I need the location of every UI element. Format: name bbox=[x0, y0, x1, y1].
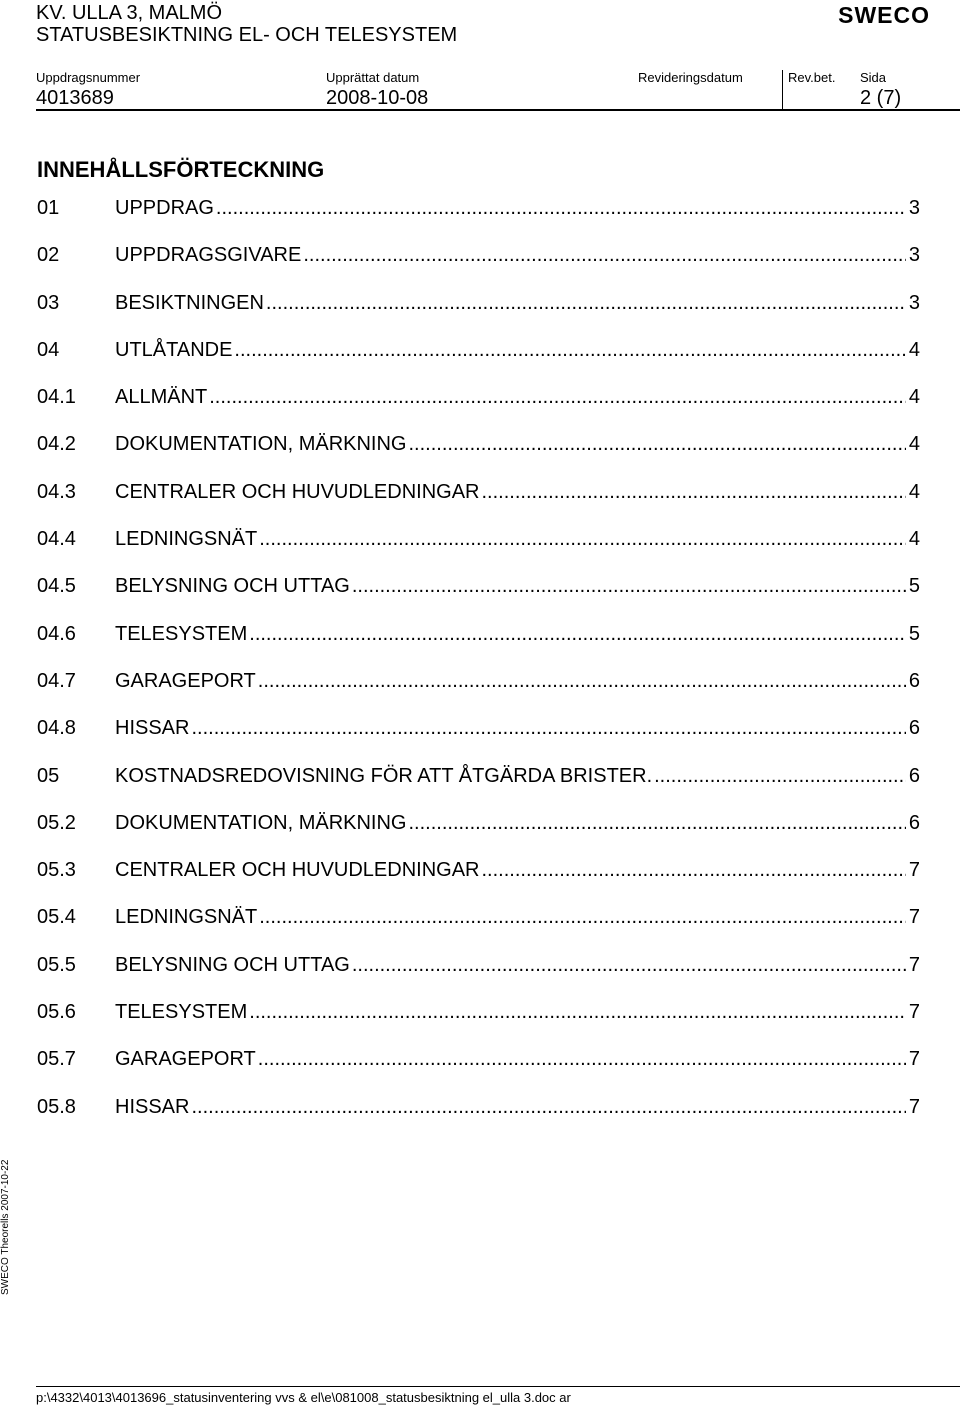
toc-entry[interactable] bbox=[37, 1001, 920, 1048]
toc-dot-leader bbox=[654, 765, 906, 787]
toc-dot-leader bbox=[209, 386, 906, 408]
toc-entry-number: 05.4 bbox=[37, 906, 76, 929]
toc-dot-leader bbox=[482, 859, 907, 881]
toc-dot-leader bbox=[258, 670, 906, 692]
toc-dot-leader bbox=[191, 1096, 906, 1118]
created-date-label: Upprättat datum bbox=[326, 70, 420, 85]
toc-entry-number: 05.7 bbox=[37, 1048, 76, 1071]
toc-entry-number: 05.2 bbox=[37, 811, 76, 834]
toc-entry-page: 3 bbox=[908, 291, 920, 314]
toc-entry-page: 4 bbox=[908, 480, 920, 503]
project-title: KV. ULLA 3, MALMÖ bbox=[36, 2, 223, 24]
toc-dot-leader bbox=[408, 433, 906, 455]
toc-entry-title: CENTRALER OCH HUVUDLEDNINGAR bbox=[115, 859, 480, 882]
toc-dot-leader bbox=[234, 339, 906, 361]
toc-entry-number: 04 bbox=[37, 338, 60, 361]
revised-by-label: Rev.bet. bbox=[788, 70, 836, 85]
toc-entry-number: 05.5 bbox=[37, 953, 76, 976]
toc-entry[interactable] bbox=[37, 339, 920, 386]
toc-entry-page: 7 bbox=[908, 1048, 920, 1071]
toc-entry[interactable] bbox=[37, 528, 920, 575]
toc-entry-number: 04.6 bbox=[37, 622, 76, 645]
toc-entry-page: 5 bbox=[908, 622, 920, 645]
toc-entry[interactable] bbox=[37, 906, 920, 953]
toc-entry[interactable] bbox=[37, 670, 920, 717]
toc-entry-number: 04.5 bbox=[37, 575, 76, 598]
toc-entry-title: LEDNINGSNÄT bbox=[115, 528, 258, 551]
toc-dot-leader bbox=[482, 481, 907, 503]
toc-entry-page: 4 bbox=[908, 386, 920, 409]
toc-dot-leader bbox=[303, 244, 906, 266]
toc-entry-title: UPPDRAGSGIVARE bbox=[115, 244, 302, 267]
page-label: Sida bbox=[860, 70, 887, 85]
toc-entry-number: 04.7 bbox=[37, 669, 76, 692]
template-side-text: SWECO Theorells 2007-10-22 bbox=[0, 1159, 11, 1295]
toc-entry-page: 4 bbox=[908, 528, 920, 551]
toc-dot-leader bbox=[249, 623, 906, 645]
toc-entry-number: 05 bbox=[37, 764, 60, 787]
toc-dot-leader bbox=[259, 528, 906, 550]
toc-entry[interactable] bbox=[37, 1048, 920, 1095]
toc-entry-number: 04.4 bbox=[37, 528, 76, 551]
toc-entry-title: KOSTNADSREDOVISNING FÖR ATT ÅTGÄRDA BRISTER. bbox=[115, 764, 653, 787]
header-divider bbox=[36, 109, 960, 111]
toc-dot-leader bbox=[216, 197, 906, 219]
toc-entry-page: 6 bbox=[908, 764, 920, 787]
toc-entry-number: 01 bbox=[37, 197, 60, 219]
toc-entry-page: 4 bbox=[908, 338, 920, 361]
toc-entry-page: 3 bbox=[908, 197, 920, 219]
toc-dot-leader bbox=[408, 812, 906, 834]
toc-entry-title: HISSAR bbox=[115, 717, 190, 740]
table-of-contents bbox=[37, 197, 920, 1143]
toc-entry-page: 6 bbox=[908, 717, 920, 740]
toc-entry-title: CENTRALER OCH HUVUDLEDNINGAR bbox=[115, 480, 480, 503]
toc-entry-page: 7 bbox=[908, 1095, 920, 1118]
toc-entry-title: UPPDRAG bbox=[115, 197, 214, 219]
toc-title: INNEHÅLLSFÖRTECKNING bbox=[37, 157, 325, 182]
file-path-footer: p:\4332\4013\4013696_statusinventering vvs & el\e\081008_statusbesiktning el_ulla 3.doc ar bbox=[36, 1390, 571, 1405]
toc-entry-page: 3 bbox=[908, 244, 920, 267]
toc-entry-page: 4 bbox=[908, 433, 920, 456]
created-date: 2008-10-08 bbox=[326, 87, 429, 109]
toc-dot-leader bbox=[258, 1048, 906, 1070]
toc-entry-title: DOKUMENTATION, MÄRKNING bbox=[115, 811, 407, 834]
toc-entry-page: 7 bbox=[908, 1001, 920, 1024]
toc-entry-title: ALLMÄNT bbox=[115, 386, 208, 409]
toc-dot-leader bbox=[249, 1001, 906, 1023]
toc-entry[interactable] bbox=[37, 859, 920, 906]
toc-entry-number: 03 bbox=[37, 291, 60, 314]
toc-entry-title: DOKUMENTATION, MÄRKNING bbox=[115, 433, 407, 456]
toc-entry-title: GARAGEPORT bbox=[115, 1048, 256, 1071]
toc-entry-title: BELYSNING OCH UTTAG bbox=[115, 953, 350, 976]
toc-entry[interactable] bbox=[37, 812, 920, 859]
toc-dot-leader bbox=[191, 717, 906, 739]
toc-dot-leader bbox=[352, 575, 906, 597]
company-logo: SWECO bbox=[838, 2, 930, 28]
toc-entry-title: BELYSNING OCH UTTAG bbox=[115, 575, 350, 598]
toc-entry-number: 02 bbox=[37, 244, 60, 267]
toc-entry[interactable] bbox=[37, 244, 920, 291]
toc-entry-number: 04.3 bbox=[37, 480, 76, 503]
toc-entry[interactable] bbox=[37, 433, 920, 480]
toc-entry-page: 6 bbox=[908, 811, 920, 834]
toc-dot-leader bbox=[259, 906, 906, 928]
toc-entry[interactable] bbox=[37, 197, 920, 244]
toc-entry-page: 7 bbox=[908, 906, 920, 929]
toc-entry-page: 6 bbox=[908, 669, 920, 692]
toc-entry-page: 7 bbox=[908, 953, 920, 976]
assignment-number: 4013689 bbox=[36, 87, 114, 109]
revision-date-label: Revideringsdatum bbox=[638, 70, 743, 85]
toc-entry[interactable] bbox=[37, 575, 920, 622]
toc-entry-page: 7 bbox=[908, 859, 920, 882]
toc-entry-title: UTLÅTANDE bbox=[115, 338, 233, 361]
toc-entry[interactable] bbox=[37, 481, 920, 528]
document-title: STATUSBESIKTNING EL- OCH TELESYSTEM bbox=[36, 24, 458, 46]
toc-entry[interactable] bbox=[37, 717, 920, 764]
toc-entry-title: TELESYSTEM bbox=[115, 1001, 248, 1024]
toc-entry-title: TELESYSTEM bbox=[115, 622, 248, 645]
toc-entry[interactable] bbox=[37, 954, 920, 1001]
toc-entry-number: 04.1 bbox=[37, 386, 76, 409]
toc-entry-number: 05.8 bbox=[37, 1095, 76, 1118]
toc-dot-leader bbox=[352, 954, 906, 976]
assignment-number-label: Uppdragsnummer bbox=[36, 70, 141, 85]
toc-entry-title: HISSAR bbox=[115, 1095, 190, 1118]
toc-entry[interactable] bbox=[37, 386, 920, 433]
page-number: 2 (7) bbox=[860, 87, 902, 109]
toc-entry-title: GARAGEPORT bbox=[115, 669, 256, 692]
toc-entry-title: BESIKTNINGEN bbox=[115, 291, 264, 314]
toc-entry-number: 05.6 bbox=[37, 1001, 76, 1024]
toc-entry[interactable] bbox=[37, 765, 920, 812]
toc-entry-page: 5 bbox=[908, 575, 920, 598]
footer-divider bbox=[36, 1386, 960, 1387]
header-column-divider bbox=[782, 70, 783, 109]
toc-entry-number: 04.8 bbox=[37, 717, 76, 740]
toc-entry-title: LEDNINGSNÄT bbox=[115, 906, 258, 929]
toc-dot-leader bbox=[266, 292, 906, 314]
toc-entry[interactable] bbox=[37, 292, 920, 339]
toc-entry-number: 05.3 bbox=[37, 859, 76, 882]
toc-entry[interactable] bbox=[37, 623, 920, 670]
toc-entry[interactable] bbox=[37, 1096, 920, 1143]
toc-entry-number: 04.2 bbox=[37, 433, 76, 456]
